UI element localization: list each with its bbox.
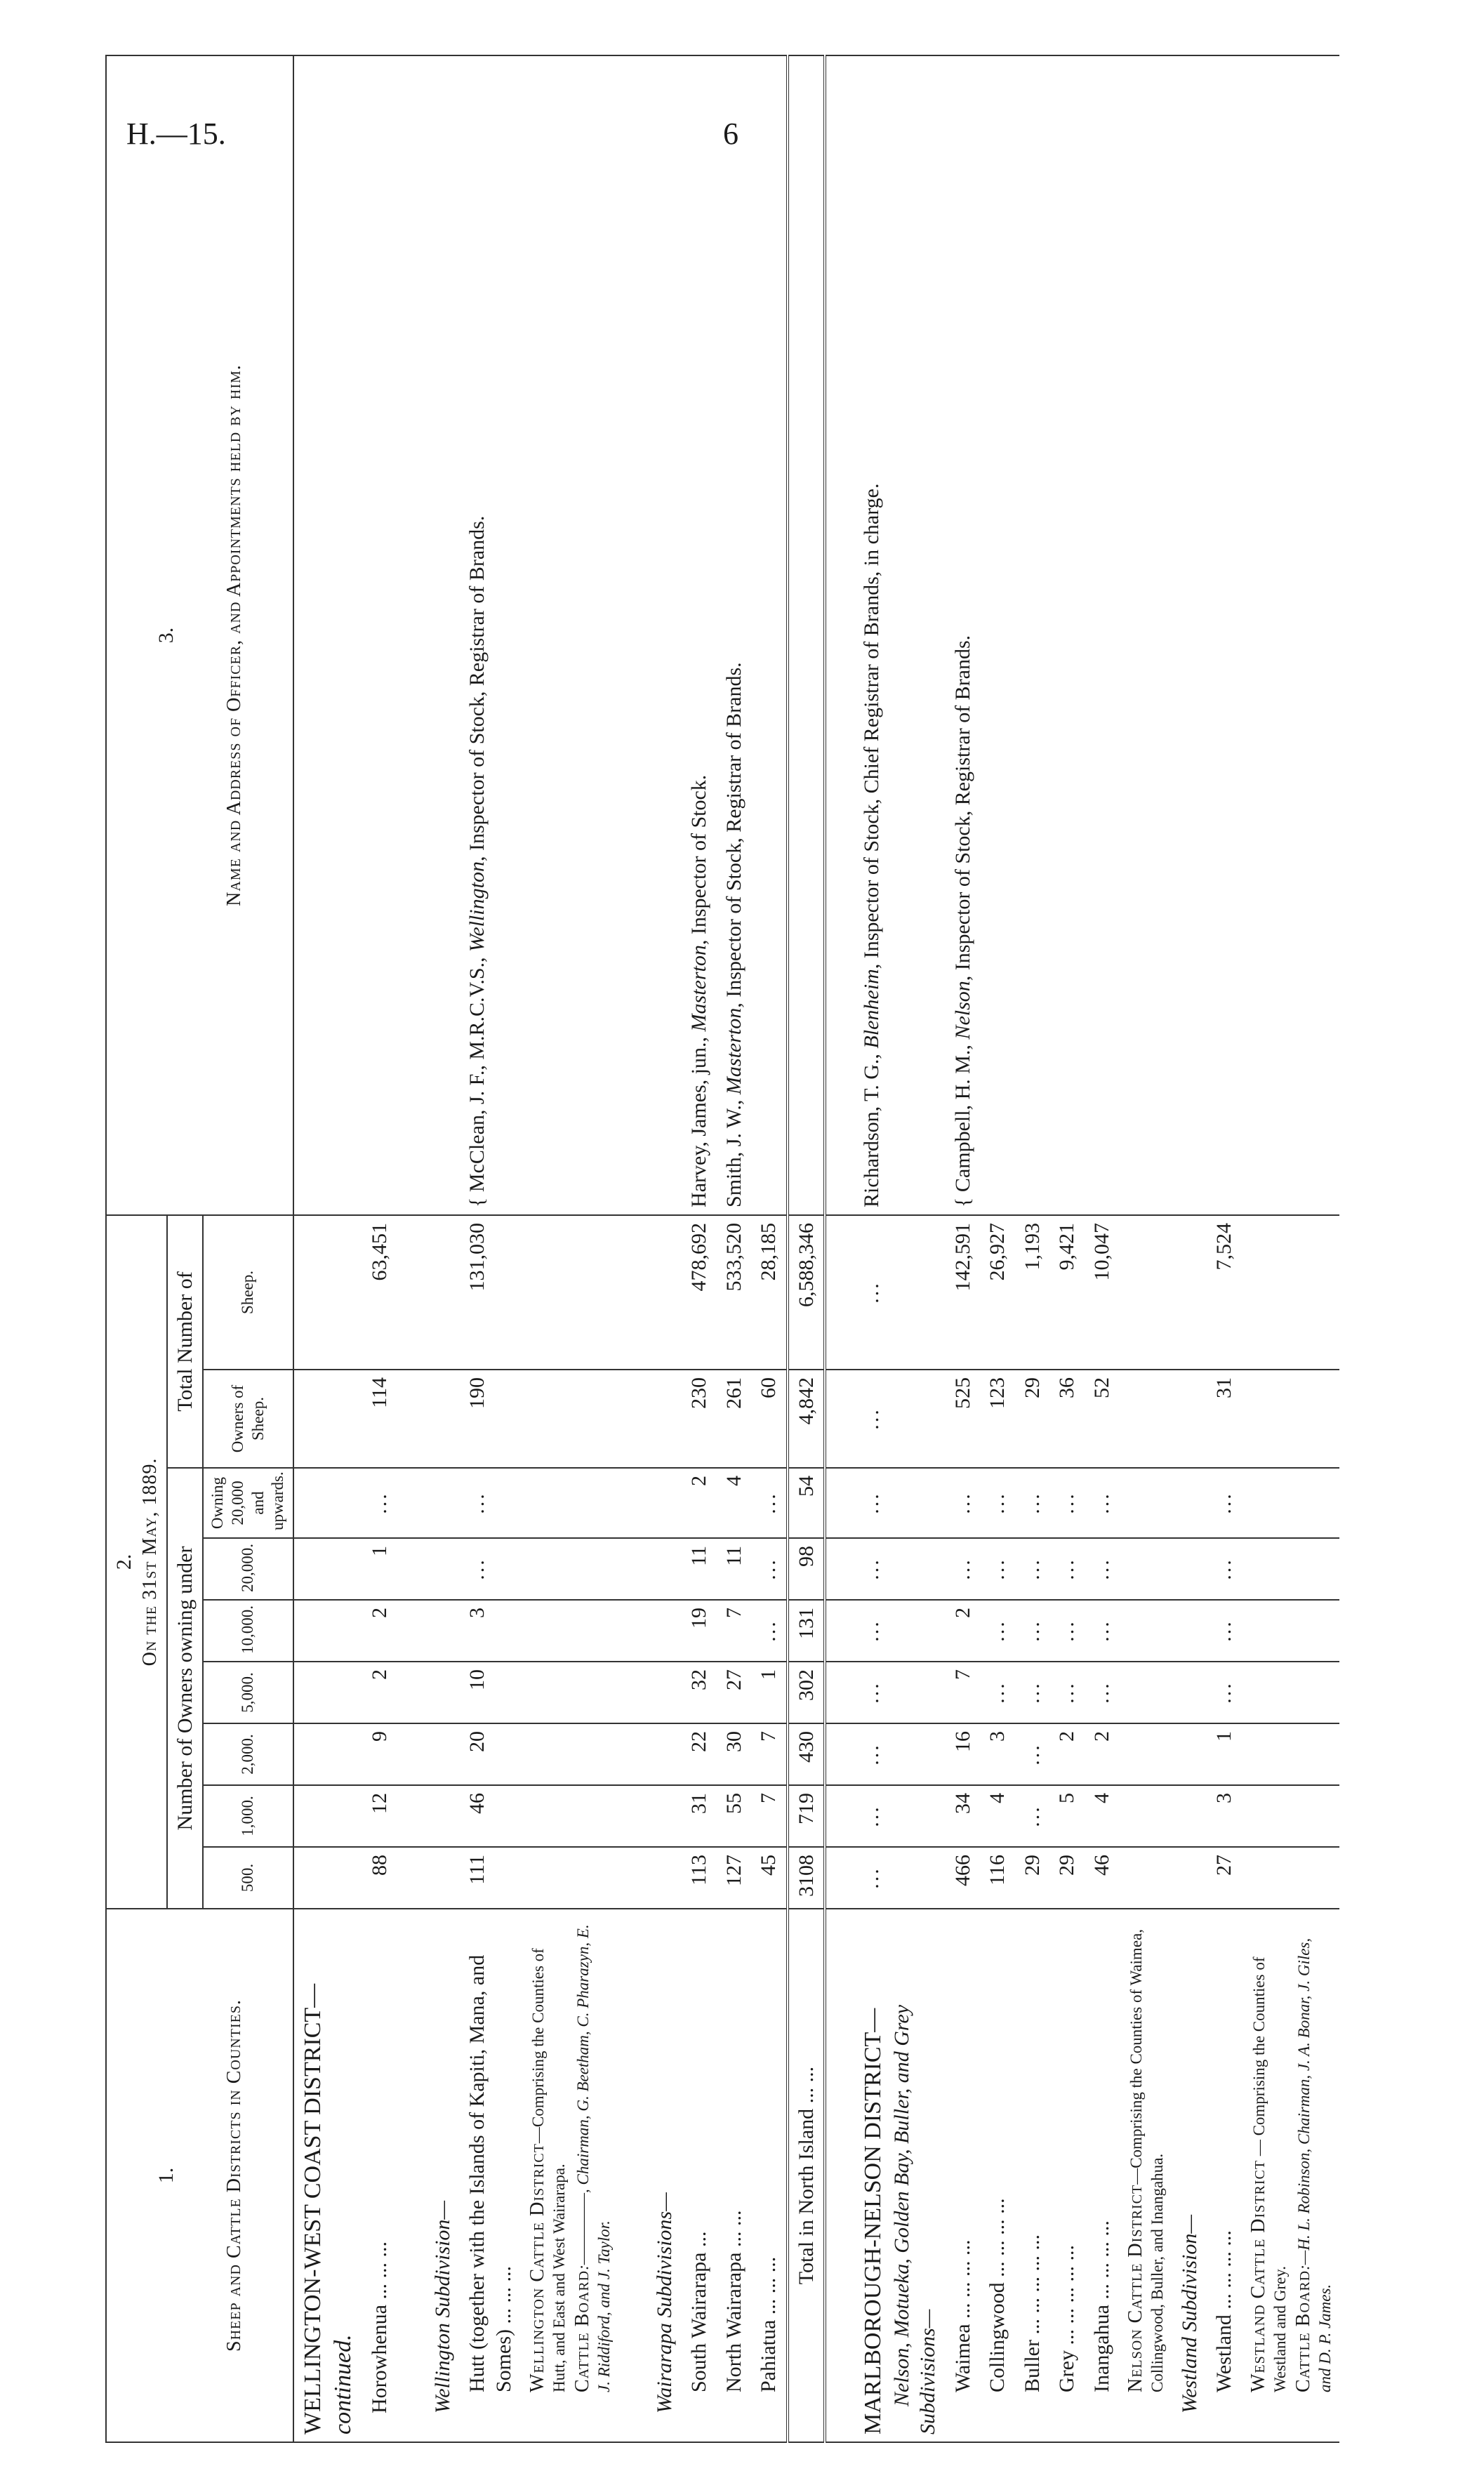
cell-500: 466 <box>946 1847 981 1909</box>
table-row <box>521 55 619 2442</box>
cell-2000: 9 <box>362 1723 397 1785</box>
cell-20000: 11 <box>717 1538 752 1600</box>
cell-10000: ... <box>980 1600 1015 1662</box>
cell-500: 111 <box>460 1847 521 1909</box>
cell-sheep: 131,030 <box>460 1215 521 1370</box>
cell-5000: ... <box>1085 1662 1120 1723</box>
cell-10000: 3 <box>460 1600 521 1662</box>
header-2000: 2,000. <box>203 1723 293 1785</box>
cell-1000: 34 <box>946 1785 981 1847</box>
cell-500: 29 <box>1049 1847 1085 1909</box>
subdivision-name: Wellington Subdivision— <box>425 1909 461 2442</box>
cell-2000: 2 <box>1085 1723 1120 1785</box>
table-row <box>460 55 521 2442</box>
cell-5000: 1 <box>751 1662 788 1723</box>
cell-1000: 3 <box>1207 1785 1242 1847</box>
cell-sheep: 533,520 <box>717 1215 752 1370</box>
cell-owners: 60 <box>751 1370 788 1468</box>
cell-1000: 46 <box>460 1785 521 1847</box>
cell-sheep: 26,927 <box>980 1215 1015 1370</box>
cell-10000: ... <box>1015 1600 1050 1662</box>
page-number: 6 <box>723 117 738 151</box>
cell-sheep: 142,591 <box>946 1215 981 1370</box>
cell-sheep: 28,185 <box>751 1215 788 1370</box>
cell-1000: 5 <box>1049 1785 1085 1847</box>
table-row <box>647 55 682 2442</box>
cell-20000: 11 <box>682 1538 717 1600</box>
cell-2000: 22 <box>682 1723 717 1785</box>
cell-2000: ... <box>1015 1723 1050 1785</box>
owners-under-header: Number of Owners owning under <box>167 1468 204 1909</box>
cell-20000: ... <box>1207 1538 1242 1600</box>
rotated-table-sheet <box>105 56 1355 2443</box>
cell-sheep: 63,451 <box>362 1215 397 1370</box>
table-row <box>1015 55 1050 2442</box>
row-label: North Wairarapa ... ... <box>717 1909 752 2442</box>
col1-number: 1. <box>154 2167 178 2184</box>
cell-owners: 52 <box>1085 1370 1120 1468</box>
cell-sheep: 6,588,346 <box>788 1215 826 1370</box>
row-label: Collingwood ... ... ... ... <box>980 1909 1015 2442</box>
officer-cell: { Campbell, H. M., Nelson, Inspector of Stock, Registrar of Brands. <box>946 55 981 1215</box>
table-row <box>1085 55 1120 2442</box>
cell-2000: ... <box>854 1723 946 1785</box>
table-row <box>1207 55 1242 2442</box>
cell-10000: 7 <box>717 1600 752 1662</box>
table-row <box>425 55 461 2442</box>
cell-500: 27 <box>1207 1847 1242 1909</box>
cell-sheep: 478,692 <box>682 1215 717 1370</box>
cell-20000: ... <box>1015 1538 1050 1600</box>
page-reference: H.—15. <box>126 117 226 151</box>
cell-owners: 4,842 <box>788 1370 826 1468</box>
total-row <box>788 55 826 2442</box>
header-10000: 10,000. <box>203 1600 293 1662</box>
header-owners-of-sheep: Owners of Sheep. <box>203 1370 293 1468</box>
cell-20000-up: ... <box>946 1468 981 1538</box>
cell-500: 29 <box>1015 1847 1050 1909</box>
district-name: MARLBOROUGH-NELSON DISTRICT— Nelson, Motueka, Golden Bay, Buller, and Grey Subdivisions— <box>854 1909 946 2442</box>
cell-5000: ... <box>1015 1662 1050 1723</box>
cell-sheep: 10,047 <box>1085 1215 1120 1370</box>
cell-20000-up: ... <box>362 1468 397 1538</box>
table-row <box>717 55 752 2442</box>
total-number-header: Total Number of <box>167 1215 204 1468</box>
table-row <box>1172 55 1207 2442</box>
cell-5000: 302 <box>788 1662 826 1723</box>
cell-owners: 190 <box>460 1370 521 1468</box>
cell-20000-up: ... <box>1207 1468 1242 1538</box>
cell-2000: 20 <box>460 1723 521 1785</box>
row-label: Buller ... ... ... ... ... <box>1015 1909 1050 2442</box>
header-sheep: Sheep. <box>203 1215 293 1370</box>
cell-500: 113 <box>682 1847 717 1909</box>
cell-20000: ... <box>980 1538 1015 1600</box>
row-label: Waimea ... ... ... ... <box>946 1909 981 2442</box>
cell-500: 3108 <box>788 1847 826 1909</box>
cell-5000: ... <box>980 1662 1015 1723</box>
table-row <box>682 55 717 2442</box>
header-500: 500. <box>203 1847 293 1909</box>
cell-sheep: 7,524 <box>1207 1215 1242 1370</box>
table-row <box>946 55 981 2442</box>
cell-20000: ... <box>854 1538 946 1600</box>
officer-cell: { McClean, J. F., M.R.C.V.S., Wellington, Inspector of Stock, Registrar of Brands. <box>460 55 521 1215</box>
cell-sheep: 1,193 <box>1015 1215 1050 1370</box>
district-name: WELLINGTON-WEST COAST DISTRICT— continued. <box>293 1909 362 2442</box>
cell-10000: 2 <box>362 1600 397 1662</box>
table-row <box>293 55 362 2442</box>
cell-owners: ... <box>854 1370 946 1468</box>
col1-header <box>106 1909 293 2442</box>
subdivision-name: Wairarapa Subdivisions— <box>647 1909 682 2442</box>
cell-20000-up: 54 <box>788 1468 826 1538</box>
col2-number: 2. <box>112 1554 135 1570</box>
cell-1000: 55 <box>717 1785 752 1847</box>
cell-owners: 36 <box>1049 1370 1085 1468</box>
officer-cell: Smith, J. W., Masterton, Inspector of Stock, Registrar of Brands. <box>717 55 752 1215</box>
subdivision-name: Westland Subdivision— <box>1172 1909 1207 2442</box>
cell-20000-up: ... <box>1085 1468 1120 1538</box>
row-label: Horowhenua ... ... ... <box>362 1909 397 2442</box>
officer-cell: Harvey, James, jun., Masterton, Inspector of Stock. <box>682 55 717 1215</box>
cell-20000: ... <box>460 1538 521 1600</box>
cell-2000: 3 <box>980 1723 1015 1785</box>
header-1000: 1,000. <box>203 1785 293 1847</box>
row-label: Inangahua ... ... ... ... <box>1085 1909 1120 2442</box>
cell-sheep: ... <box>854 1215 946 1370</box>
row-label: Grey ... ... ... ... ... <box>1049 1909 1085 2442</box>
cell-20000-up: ... <box>460 1468 521 1538</box>
cell-5000: ... <box>1207 1662 1242 1723</box>
cell-20000: ... <box>1049 1538 1085 1600</box>
cell-owners: 31 <box>1207 1370 1242 1468</box>
cattle-district-note: Wellington Cattle District—Comprising the Counties of Hutt, and East and West Wairarapa. Cattle Board:—————, Chairman, G. Beetham, C. Pharazyn, E. J. Riddiford, and J. Taylor. <box>521 1909 619 2442</box>
cell-10000: ... <box>751 1600 788 1662</box>
cell-5000: ... <box>1049 1662 1085 1723</box>
cell-20000-up: ... <box>1049 1468 1085 1538</box>
table-row <box>362 55 397 2442</box>
cell-5000: 7 <box>946 1662 981 1723</box>
row-label: Pahiatua ... ... ... <box>751 1909 788 2442</box>
cell-20000-up: 2 <box>682 1468 717 1538</box>
cell-500: 127 <box>717 1847 752 1909</box>
table-row <box>751 55 788 2442</box>
cell-500: ... <box>854 1847 946 1909</box>
cell-10000: ... <box>854 1600 946 1662</box>
cell-20000: 1 <box>362 1538 397 1600</box>
col3-header <box>106 55 293 1215</box>
cell-owners: 230 <box>682 1370 717 1468</box>
cell-20000: ... <box>1085 1538 1120 1600</box>
cell-2000: 30 <box>717 1723 752 1785</box>
cell-sheep: 9,421 <box>1049 1215 1085 1370</box>
cell-10000: ... <box>1049 1600 1085 1662</box>
table-row <box>1242 55 1340 2442</box>
cell-5000: 27 <box>717 1662 752 1723</box>
cell-10000: ... <box>1085 1600 1120 1662</box>
cell-10000: 131 <box>788 1600 826 1662</box>
col2-header <box>106 1215 167 1909</box>
cattle-district-note: Nelson Cattle District—Comprising the Counties of Waimea, Collingwood, Buller, and Inangahua. <box>1119 1909 1172 2442</box>
table-row <box>980 55 1015 2442</box>
cell-1000: 4 <box>980 1785 1015 1847</box>
cell-2000: 16 <box>946 1723 981 1785</box>
row-label: Hutt (together with the Islands of Kapiti, Mana, and Somes) ... ... ... <box>460 1909 521 2442</box>
cell-owners: 29 <box>1015 1370 1050 1468</box>
table-row <box>1049 55 1085 2442</box>
cell-2000: 430 <box>788 1723 826 1785</box>
cell-10000: 2 <box>946 1600 981 1662</box>
cell-5000: 10 <box>460 1662 521 1723</box>
cell-2000: 2 <box>1049 1723 1085 1785</box>
cell-5000: 2 <box>362 1662 397 1723</box>
cell-20000-up: 4 <box>717 1468 752 1538</box>
cell-500: 45 <box>751 1847 788 1909</box>
cell-5000: 32 <box>682 1662 717 1723</box>
cell-20000-up: ... <box>980 1468 1015 1538</box>
cell-500: 88 <box>362 1847 397 1909</box>
cell-2000: 1 <box>1207 1723 1242 1785</box>
col2-title: On the 31st May, 1889. <box>138 1457 161 1667</box>
cell-20000-up: ... <box>854 1468 946 1538</box>
row-label: Westland ... ... ... ... <box>1207 1909 1242 2442</box>
cell-20000-up: ... <box>1015 1468 1050 1538</box>
officer-cell: Richardson, T. G., Blenheim, Inspector of Stock, Chief Registrar of Brands, in charge. <box>854 55 946 1215</box>
cattle-district-note: Westland Cattle District — Comprising the Counties of Westland and Grey. Cattle Board:—H. L. Robinson, Chairman, J. A. Bonar, J. Giles, and D. P. James. <box>1242 1909 1340 2442</box>
cell-20000: ... <box>751 1538 788 1600</box>
cell-owners: 114 <box>362 1370 397 1468</box>
header-5000: 5,000. <box>203 1662 293 1723</box>
row-label: South Wairarapa ... <box>682 1909 717 2442</box>
cell-1000: 31 <box>682 1785 717 1847</box>
cell-1000: 719 <box>788 1785 826 1847</box>
cell-2000: 7 <box>751 1723 788 1785</box>
total-label: Total in North Island ... ... <box>788 1909 826 2442</box>
cell-20000: ... <box>946 1538 981 1600</box>
cell-500: 116 <box>980 1847 1015 1909</box>
cell-20000: 98 <box>788 1538 826 1600</box>
table-row <box>1119 55 1172 2442</box>
header-20000-upwards: Owning 20,000 and upwards. <box>203 1468 293 1538</box>
cell-20000-up: ... <box>751 1468 788 1538</box>
cell-1000: 12 <box>362 1785 397 1847</box>
sheep-owners-table <box>105 55 1339 2443</box>
col3-title: Name and Address of Officer, and Appointments held by him. <box>223 364 245 906</box>
cell-1000: ... <box>854 1785 946 1847</box>
table-row <box>854 55 946 2442</box>
cell-10000: ... <box>1207 1600 1242 1662</box>
cell-500: 46 <box>1085 1847 1120 1909</box>
cell-owners: 123 <box>980 1370 1015 1468</box>
col3-number: 3. <box>154 627 178 644</box>
cell-5000: ... <box>854 1662 946 1723</box>
header-20000: 20,000. <box>203 1538 293 1600</box>
cell-1000: 4 <box>1085 1785 1120 1847</box>
cell-owners: 525 <box>946 1370 981 1468</box>
cell-1000: ... <box>1015 1785 1050 1847</box>
cell-1000: 7 <box>751 1785 788 1847</box>
col1-title: Sheep and Cattle Districts in Counties. <box>223 1999 245 2352</box>
cell-owners: 261 <box>717 1370 752 1468</box>
cell-10000: 19 <box>682 1600 717 1662</box>
